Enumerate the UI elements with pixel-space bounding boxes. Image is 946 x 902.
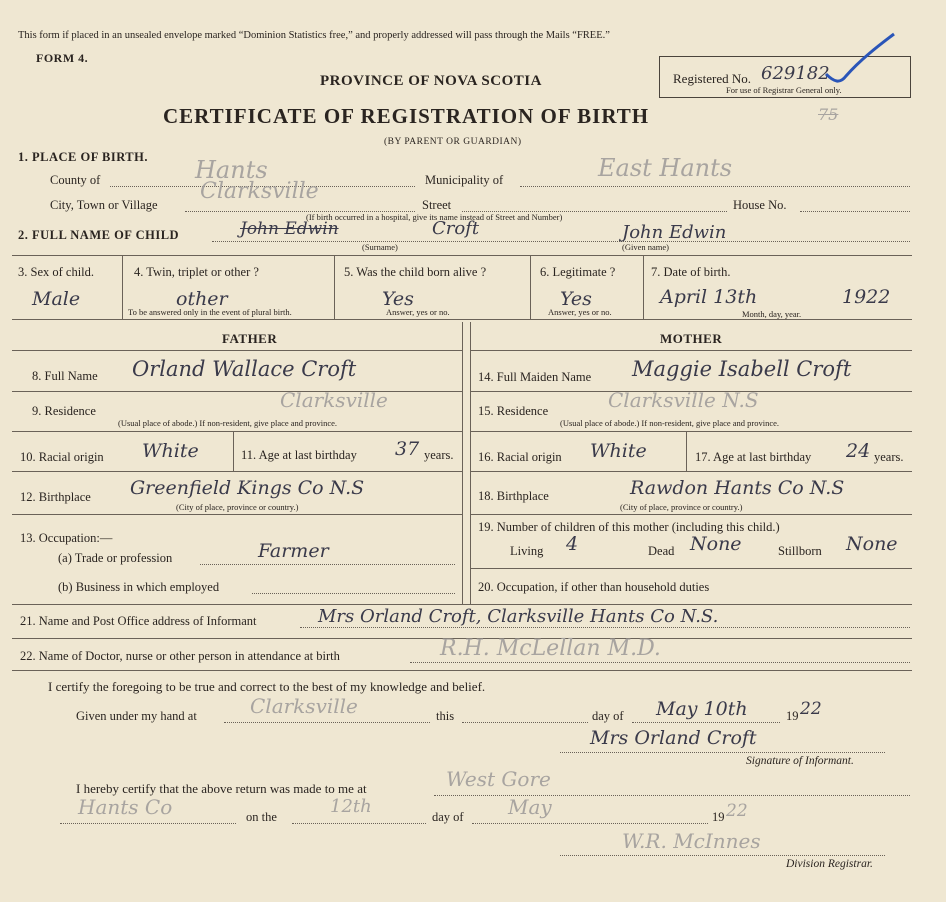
rule-row3-bottom — [12, 319, 912, 320]
born-alive-value: Yes — [382, 288, 414, 310]
registrar-year: 22 — [726, 801, 748, 821]
child-name-label: 2. FULL NAME OF CHILD — [18, 228, 180, 242]
surname-note: (Surname) — [362, 242, 398, 252]
mother-residence-label: 15. Residence — [478, 404, 549, 418]
house-number-line — [800, 211, 910, 212]
informant-signature: Mrs Orland Croft — [590, 727, 757, 749]
street-label: Street — [422, 198, 452, 212]
twin-note: To be answered only in the event of plural birth. — [128, 307, 292, 317]
page-title: CERTIFICATE OF REGISTRATION OF BIRTH — [163, 104, 650, 128]
registrar-day: 12th — [330, 796, 372, 817]
certify-statement: I certify the foregoing to be true and correct to the best of my knowledge and belief. — [48, 679, 486, 694]
attendant-label: 22. Name of Doctor, nurse or other person in attendance at birth — [20, 649, 340, 663]
blue-check-mark — [820, 30, 900, 90]
dead-value: None — [690, 533, 742, 555]
county-value: Hants — [195, 156, 268, 184]
father-heading: FATHER — [222, 331, 278, 346]
father-birthplace-label: 12. Birthplace — [20, 490, 91, 504]
stillborn-value: None — [846, 533, 898, 555]
certify-place: Clarksville — [250, 694, 358, 718]
municipality-line — [520, 186, 910, 187]
child-given-name: John Edwin — [622, 222, 727, 243]
form-number: FORM 4. — [36, 51, 89, 65]
father-trade-value: Farmer — [258, 540, 329, 562]
mother-birthplace-note: (City of place, province or country.) — [620, 502, 743, 512]
sex-value: Male — [32, 288, 81, 310]
municipality-label: Municipality of — [425, 173, 504, 187]
child-surname: Croft — [432, 218, 480, 239]
mother-residence-note: (Usual place of abode.) If non-resident, give place and province. — [560, 418, 780, 428]
registrar-statement: I hereby certify that the above return was made to me at — [76, 781, 367, 796]
registrar-place: West Gore — [446, 767, 551, 791]
mother-years-label: years. — [874, 450, 904, 464]
mail-notice: This form if placed in an unsealed envelope marked “Dominion Statistics free,” and properly addressed will pass through the Mails “FREE.” — [18, 30, 610, 41]
father-trade-label: (a) Trade or profession — [58, 551, 173, 565]
registrar-county: Hants Co — [78, 795, 173, 819]
living-value: 4 — [566, 533, 579, 555]
father-occupation-label: 13. Occupation:— — [20, 531, 113, 545]
day-of-label: day of — [592, 709, 624, 723]
born-alive-note: Answer, yes or no. — [386, 307, 450, 317]
municipality-value: East Hants — [598, 154, 733, 182]
rule-row3-top — [12, 255, 912, 256]
mother-age-label: 17. Age at last birthday — [695, 450, 812, 464]
mother-age-value: 24 — [846, 440, 871, 462]
page-subtitle: (BY PARENT OR GUARDIAN) — [384, 137, 522, 147]
county-label: County of — [50, 173, 101, 187]
crossed-out-name: John Edwin — [240, 219, 339, 239]
father-name-label: 8. Full Name — [32, 369, 98, 383]
this-label: this — [436, 709, 455, 723]
father-age-value: 37 — [395, 438, 420, 460]
mother-birthplace-label: 18. Birthplace — [478, 489, 549, 503]
father-age-label: 11. Age at last birthday — [241, 448, 357, 462]
mother-name-label: 14. Full Maiden Name — [478, 370, 592, 384]
date-format-note: Month, day, year. — [742, 309, 802, 319]
father-birthplace-value: Greenfield Kings Co N.S — [130, 477, 365, 499]
informant-signature-label: Signature of Informant. — [746, 755, 854, 767]
living-label: Living — [510, 544, 544, 558]
registrar-signature: W.R. McInnes — [622, 829, 761, 853]
father-years-label: years. — [424, 448, 454, 462]
father-residence-value: Clarksville — [280, 388, 388, 412]
house-number-label: House No. — [733, 198, 787, 212]
child-name-line — [212, 241, 910, 242]
city-label: City, Town or Village — [50, 198, 158, 212]
corner-mark: 75 — [818, 105, 839, 124]
certify-date: May 10th — [656, 698, 748, 720]
mother-children-label: 19. Number of children of this mother (including this child.) — [478, 520, 780, 534]
mother-racial-value: White — [590, 440, 647, 462]
registered-number-value: 629182 — [761, 63, 830, 84]
given-under-label: Given under my hand at — [76, 709, 197, 723]
informant-value: Mrs Orland Croft, Clarksville Hants Co N.S. — [318, 606, 719, 627]
certify-year: 22 — [800, 699, 822, 719]
registered-number-label: Registered No. — [673, 71, 751, 86]
legitimate-value: Yes — [560, 288, 592, 310]
born-alive-label: 5. Was the child born alive ? — [344, 265, 487, 279]
sex-label: 3. Sex of child. — [18, 265, 95, 279]
father-business-label: (b) Business in which employed — [58, 580, 220, 594]
mother-racial-label: 16. Racial origin — [478, 450, 562, 464]
mother-heading: MOTHER — [660, 331, 723, 346]
twin-label: 4. Twin, triplet or other ? — [134, 265, 259, 279]
father-birthplace-note: (City of place, province or country.) — [176, 502, 299, 512]
mother-occupation-label: 20. Occupation, if other than household duties — [478, 580, 710, 594]
given-name-note: (Given name) — [622, 242, 669, 252]
mother-residence-value: Clarksville N.S — [608, 388, 759, 412]
birth-year-value: 1922 — [842, 286, 891, 308]
father-racial-value: White — [142, 440, 199, 462]
certify-year-prefix: 19 — [786, 709, 799, 723]
date-of-birth-label: 7. Date of birth. — [651, 265, 731, 279]
dead-label: Dead — [648, 544, 675, 558]
mother-name-value: Maggie Isabell Croft — [632, 357, 852, 381]
day-of-registrar-label: day of — [432, 810, 464, 824]
city-value: Clarksville — [200, 179, 319, 204]
mother-birthplace-value: Rawdon Hants Co N.S — [630, 477, 845, 499]
registrar-signature-label: Division Registrar. — [786, 858, 873, 870]
on-the-label: on the — [246, 810, 277, 824]
father-residence-note: (Usual place of abode.) If non-resident, give place and province. — [118, 418, 338, 428]
father-racial-label: 10. Racial origin — [20, 450, 104, 464]
attendant-value: R.H. McLellan M.D. — [440, 636, 661, 661]
legitimate-note: Answer, yes or no. — [548, 307, 612, 317]
stillborn-label: Stillborn — [778, 544, 822, 558]
informant-label: 21. Name and Post Office address of Informant — [20, 614, 257, 628]
registrar-year-prefix: 19 — [712, 810, 725, 824]
registrar-general-note: For use of Registrar General only. — [726, 85, 842, 95]
twin-value: other — [176, 288, 228, 310]
registrar-month: May — [508, 795, 552, 819]
place-of-birth-label: 1. PLACE OF BIRTH. — [18, 150, 148, 164]
date-of-birth-value: April 13th — [660, 286, 758, 308]
hospital-note: (If birth occurred in a hospital, give its name instead of Street and Number) — [306, 212, 563, 222]
legitimate-label: 6. Legitimate ? — [540, 265, 616, 279]
father-name-value: Orland Wallace Croft — [132, 357, 357, 381]
father-residence-label: 9. Residence — [32, 404, 96, 418]
column-divider — [462, 322, 463, 604]
province-title: PROVINCE OF NOVA SCOTIA — [320, 73, 542, 89]
